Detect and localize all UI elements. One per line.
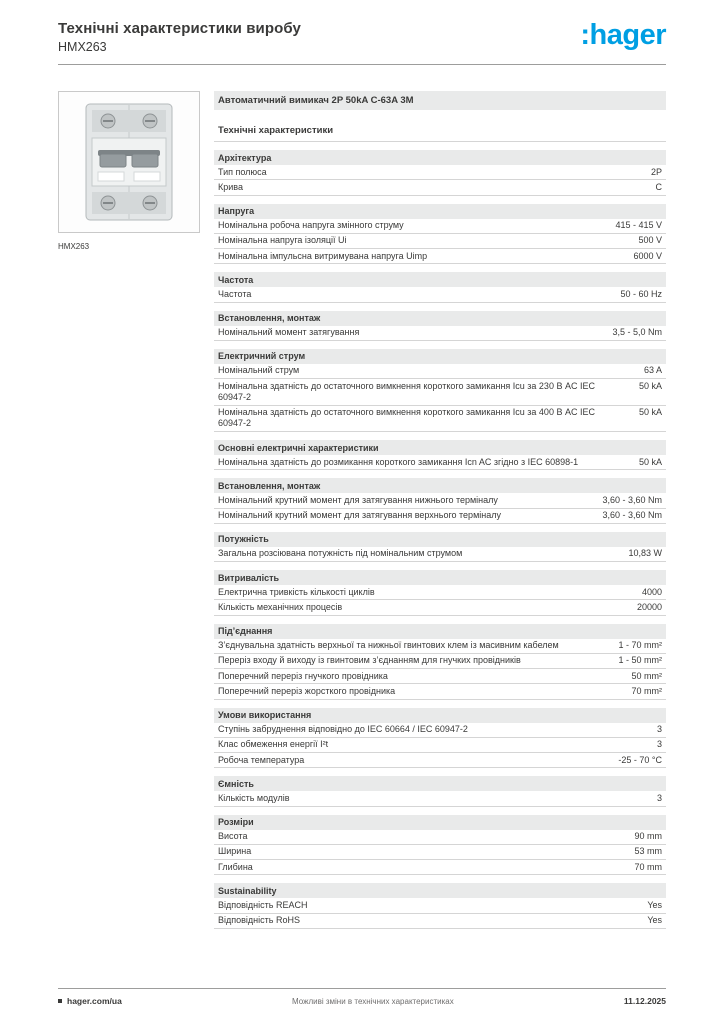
spec-value: 63 A bbox=[643, 365, 662, 376]
spec-section bbox=[214, 440, 666, 470]
section-title: Напруга bbox=[214, 204, 666, 219]
product-image-caption: HMX263 bbox=[58, 242, 90, 251]
spec-section bbox=[214, 815, 666, 876]
spec-row bbox=[214, 585, 666, 600]
spec-row bbox=[214, 845, 666, 860]
spec-label: Номінальна імпульсна витримувана напруга Uimp bbox=[218, 250, 428, 261]
spec-row bbox=[214, 639, 666, 654]
spec-value: 50 kA bbox=[638, 407, 662, 417]
spec-section bbox=[214, 478, 666, 524]
spec-value: Yes bbox=[647, 915, 662, 925]
spec-row bbox=[214, 493, 666, 508]
spec-label: Номінальна здатність до остаточного вимкнення короткого замикання Icu за 400 В AC IEC 60947-2 bbox=[218, 407, 595, 429]
section-title: Електричний струм bbox=[214, 349, 666, 364]
spec-section bbox=[214, 204, 666, 265]
spec-label: Тип полюса bbox=[218, 166, 267, 177]
spec-label: Номінальний крутний момент для затягування верхнього терміналу bbox=[218, 510, 501, 520]
section-title: Встановлення, монтаж bbox=[214, 311, 666, 326]
spec-row bbox=[214, 219, 666, 234]
spec-row bbox=[214, 723, 666, 738]
spec-value: 50 mm² bbox=[631, 670, 662, 681]
spec-row bbox=[214, 180, 666, 195]
content-area bbox=[58, 91, 666, 929]
spec-row bbox=[214, 791, 666, 806]
spec-label: Поперечний переріз жорсткого провідника bbox=[218, 685, 396, 696]
spec-row bbox=[214, 509, 666, 524]
spec-row bbox=[214, 326, 666, 341]
spec-value: 53 mm bbox=[634, 846, 662, 857]
spec-label: Поперечний переріз гнучкого провідника bbox=[218, 670, 388, 681]
spec-label: Кількість механічних процесів bbox=[218, 601, 343, 612]
section-title: Витривалість bbox=[214, 570, 666, 585]
spec-value: 50 kA bbox=[638, 380, 662, 391]
product-image bbox=[58, 91, 200, 233]
spec-value: 415 - 415 V bbox=[615, 220, 662, 230]
spec-row bbox=[214, 738, 666, 753]
spec-row bbox=[214, 364, 666, 379]
spec-value: 4000 bbox=[641, 586, 662, 597]
spec-row bbox=[214, 654, 666, 669]
spec-section bbox=[214, 532, 666, 562]
spec-value: 50 - 60 Hz bbox=[620, 288, 662, 299]
product-reference: HMX263 bbox=[58, 40, 107, 54]
spec-label: Електрична тривкість кількості циклів bbox=[218, 586, 375, 597]
spec-label: Загальна розсіювана потужність під номінальним струмом bbox=[218, 548, 463, 559]
spec-row bbox=[214, 165, 666, 180]
spec-label: Частота bbox=[218, 288, 252, 299]
page-footer bbox=[58, 988, 666, 1006]
spec-label: Клас обмеження енергії I²t bbox=[218, 739, 329, 750]
spec-row bbox=[214, 684, 666, 699]
spec-section bbox=[214, 624, 666, 700]
spec-row bbox=[214, 287, 666, 302]
spec-value: 70 mm bbox=[634, 861, 662, 872]
spec-section bbox=[214, 272, 666, 302]
header-text-block bbox=[58, 20, 301, 54]
section-title: Потужність bbox=[214, 532, 666, 547]
spec-sections bbox=[214, 150, 666, 929]
spec-row bbox=[214, 914, 666, 929]
spec-section bbox=[214, 883, 666, 929]
spec-value: Yes bbox=[647, 899, 662, 910]
section-title: Основні електричні характеристики bbox=[214, 440, 666, 455]
footer-bullet-icon bbox=[58, 999, 62, 1003]
spec-label: Номінальна напруга ізоляції Ui bbox=[218, 235, 347, 246]
spec-value: C bbox=[655, 181, 662, 192]
spec-row bbox=[214, 898, 666, 913]
spec-label: Робоча температура bbox=[218, 754, 305, 765]
section-title: Під’єднання bbox=[214, 624, 666, 639]
section-title: Частота bbox=[214, 272, 666, 287]
spec-value: 1 - 70 mm² bbox=[618, 640, 662, 650]
section-title: Розміри bbox=[214, 815, 666, 830]
spec-value: 3 bbox=[656, 724, 662, 734]
spec-value: 6000 V bbox=[633, 250, 662, 261]
spec-section bbox=[214, 570, 666, 616]
spec-row bbox=[214, 669, 666, 684]
spec-value: 50 kA bbox=[638, 456, 662, 467]
spec-row bbox=[214, 600, 666, 615]
spec-value: 3 bbox=[656, 739, 662, 750]
spec-section bbox=[214, 349, 666, 432]
section-title: Архітектура bbox=[214, 150, 666, 165]
spec-row bbox=[214, 455, 666, 470]
page-title: Технічні характеристики виробу bbox=[58, 20, 301, 37]
spec-table-column bbox=[214, 91, 666, 929]
spec-label: Крива bbox=[218, 181, 243, 192]
spec-row bbox=[214, 379, 666, 406]
spec-label: Переріз входу й виходу із гвинтовим з’єднанням для гнучких провідників bbox=[218, 655, 521, 666]
spec-value: 90 mm bbox=[634, 831, 662, 841]
spec-section bbox=[214, 708, 666, 769]
spec-label: Номінальний струм bbox=[218, 365, 300, 376]
spec-value: 3,60 - 3,60 Nm bbox=[602, 510, 662, 520]
spec-section bbox=[214, 150, 666, 196]
product-name: Автоматичний вимикач 2P 50kA C-63A 3M bbox=[214, 91, 666, 110]
spec-label: Номінальна здатність до остаточного вимкнення короткого замикання Icu за 230 В AC IEC 60947-2 bbox=[218, 380, 595, 402]
section-title: Умови використання bbox=[214, 708, 666, 723]
spec-value: 500 V bbox=[638, 235, 662, 246]
spec-value: 3,60 - 3,60 Nm bbox=[602, 494, 662, 505]
footer-left bbox=[58, 996, 122, 1006]
spec-row bbox=[214, 249, 666, 264]
product-image-column bbox=[58, 91, 200, 929]
spec-value: 3,5 - 5,0 Nm bbox=[612, 327, 662, 337]
spec-row bbox=[214, 406, 666, 433]
spec-value: 2P bbox=[650, 166, 662, 177]
spec-label: Номінальна здатність до розмикання короткого замикання Icn AC згідно з IEC 60898-1 bbox=[218, 456, 579, 467]
spec-label: Відповідність REACH bbox=[218, 899, 308, 910]
spec-row bbox=[214, 830, 666, 845]
spec-section bbox=[214, 311, 666, 341]
spec-value: 3 bbox=[656, 792, 662, 803]
spec-label: Ширина bbox=[218, 846, 252, 857]
breaker-illustration bbox=[68, 98, 190, 226]
section-title: Ємність bbox=[214, 776, 666, 791]
spec-value: 20000 bbox=[636, 601, 662, 612]
spec-label: Кількість модулів bbox=[218, 792, 290, 803]
spec-label: Ступінь забруднення відповідно до IEC 60664 / IEC 60947-2 bbox=[218, 724, 468, 734]
spec-label: З’єднувальна здатність верхньої та нижньої гвинтових клем із масивним кабелем bbox=[218, 640, 559, 650]
spec-label: Висота bbox=[218, 831, 248, 841]
footer-note: Можливі зміни в технічних характеристиках bbox=[291, 996, 454, 1006]
spec-value: 1 - 50 mm² bbox=[618, 655, 662, 666]
spec-label: Глибина bbox=[218, 861, 253, 872]
spec-value: -25 - 70 °C bbox=[618, 754, 662, 765]
spec-section bbox=[214, 776, 666, 806]
spec-row bbox=[214, 753, 666, 768]
footer-date: 11.12.2025 bbox=[623, 996, 666, 1006]
spec-row bbox=[214, 234, 666, 249]
section-title: Sustainability bbox=[214, 883, 666, 898]
spec-label: Номінальний крутний момент для затягування нижнього терміналу bbox=[218, 494, 498, 505]
section-title: Встановлення, монтаж bbox=[214, 478, 666, 493]
specs-title: Технічні характеристики bbox=[214, 123, 666, 142]
spec-label: Відповідність RoHS bbox=[218, 915, 300, 925]
footer-site-link[interactable]: hager.com/ua bbox=[67, 996, 122, 1006]
spec-row bbox=[214, 547, 666, 562]
spec-label: Номінальний момент затягування bbox=[218, 327, 360, 337]
spec-label: Номінальна робоча напруга змінного струму bbox=[218, 220, 404, 230]
spec-value: 70 mm² bbox=[631, 685, 662, 696]
spec-value: 10,83 W bbox=[628, 548, 662, 559]
hager-logo: :hager bbox=[580, 19, 666, 51]
spec-row bbox=[214, 860, 666, 875]
page-header bbox=[58, 20, 666, 65]
